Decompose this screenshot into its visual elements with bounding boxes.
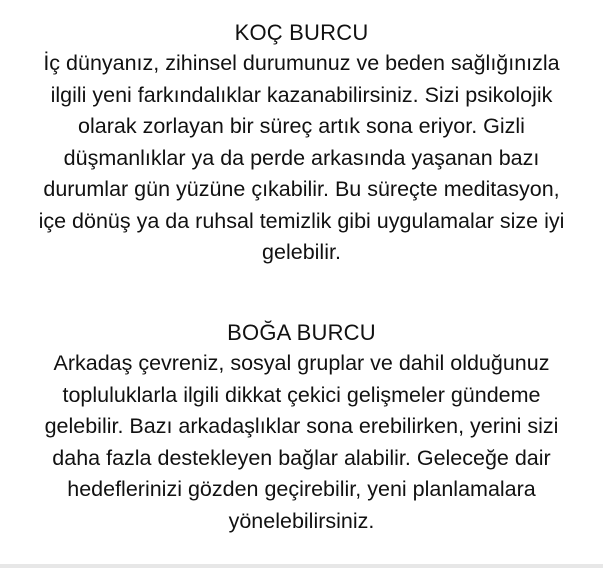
bottom-divider xyxy=(0,564,603,568)
section-koc-burcu xyxy=(0,18,603,269)
section-boga-burcu xyxy=(0,318,603,537)
section-heading: BOĞA BURCU xyxy=(227,320,376,345)
section-heading: KOÇ BURCU xyxy=(234,20,369,45)
section-body: Arkadaş çevreniz, sosyal gruplar ve dahil olduğunuz topluluklarla ilgili dikkat çekici gelişmeler gündeme gelebilir. Bazı arkadaşlıklar sona erebilirken, yerini sizi daha fazla destekleyen bağlar alabilir. Geleceğe dair hedeflerinizi gözden geçirebilir, yeni planlamalara yönelebilirsiniz. xyxy=(44,351,559,533)
section-body: İç dünyanız, zihinsel durumunuz ve beden sağlığınızla ilgili yeni farkındalıklar kazanabilirsiniz. Sizi psikolojik olarak zorlayan bir süreç artık sona eriyor. Gizli düşmanlıklar ya da perde arkasında yaşanan bazı durumlar gün yüzüne çıkabilir. Bu süreçte meditasyon, içe dönüş ya da ruhsal temizlik gibi uygulamalar size iyi gelebilir. xyxy=(38,51,565,264)
